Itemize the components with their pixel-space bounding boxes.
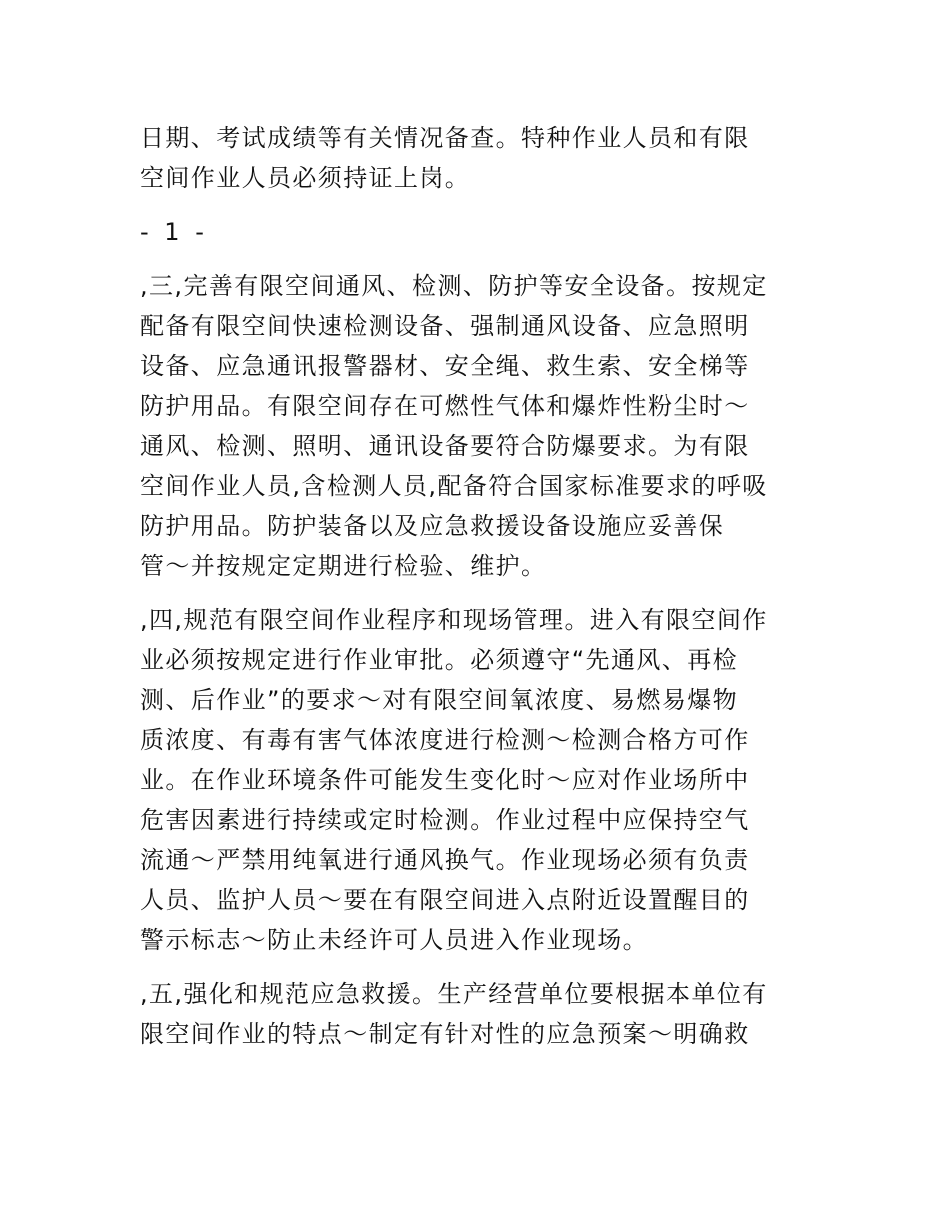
section-three <box>140 266 812 586</box>
text-line: 警示标志～防止未经许可人员进入作业现场。 <box>140 926 648 954</box>
text-line: 流通～严禁用纯氧进行通风换气。作业现场必须有负责 <box>140 846 750 874</box>
text-line: ,五,强化和规范应急救援。生产经营单位要根据本单位有 <box>140 980 768 1008</box>
section-four <box>140 600 812 960</box>
text-line: 限空间作业的特点～制定有针对性的应急预案～明确救 <box>140 1020 750 1048</box>
text-line: 日期、考试成绩等有关情况备查。特种作业人员和有限 <box>140 124 750 152</box>
text-line: 管～并按规定定期进行检验、维护。 <box>140 552 547 580</box>
text-line: ,三,完善有限空间通风、检测、防护等安全设备。按规定 <box>140 272 768 300</box>
page-number: - 1 - <box>140 218 208 246</box>
text-line: 设备、应急通讯报警器材、安全绳、救生索、安全梯等 <box>140 352 750 380</box>
text-line: 防护用品。有限空间存在可燃性气体和爆炸性粉尘时～ <box>140 392 750 420</box>
text-line: 质浓度、有毒有害气体浓度进行检测～检测合格方可作 <box>140 726 750 754</box>
section-five <box>140 974 812 1054</box>
text-line: 人员、监护人员～要在有限空间进入点附近设置醒目的 <box>140 886 750 914</box>
text-line: ,四,规范有限空间作业程序和现场管理。进入有限空间作 <box>140 606 768 634</box>
paragraph-continuation <box>140 118 812 198</box>
text-line: 业。在作业环境条件可能发生变化时～应对作业场所中 <box>140 766 750 794</box>
text-line: 危害因素进行持续或定时检测。作业过程中应保持空气 <box>140 806 750 834</box>
text-line: 测、后作业”的要求～对有限空间氧浓度、易燃易爆物 <box>140 686 739 714</box>
document-body <box>140 118 812 1054</box>
text-line: 业必须按规定进行作业审批。必须遵守“先通风、再检 <box>140 646 739 674</box>
text-line: 防护用品。防护装备以及应急救援设备设施应妥善保 <box>140 512 725 540</box>
text-line: 配备有限空间快速检测设备、强制通风设备、应急照明 <box>140 312 750 340</box>
text-line: 空间作业人员,含检测人员,配备符合国家标准要求的呼吸 <box>140 472 768 500</box>
text-line: 通风、检测、照明、通讯设备要符合防爆要求。为有限 <box>140 432 750 460</box>
text-line: 空间作业人员必须持证上岗。 <box>140 164 471 192</box>
